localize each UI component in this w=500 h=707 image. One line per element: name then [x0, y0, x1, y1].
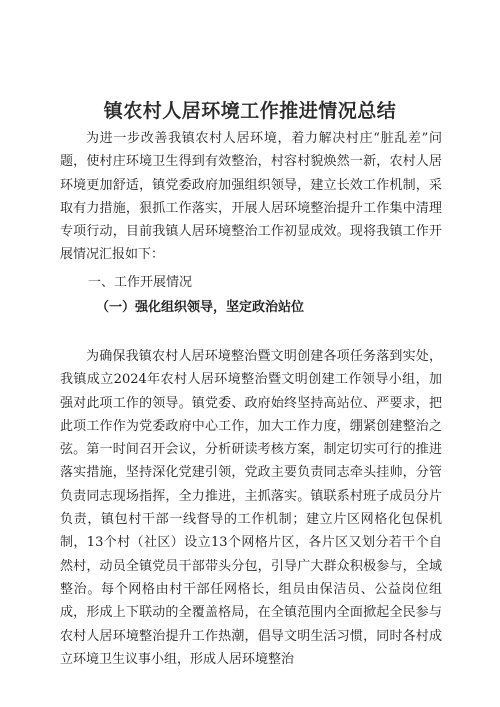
subsection-heading-organization: （一）强化组织领导，坚定政治站位	[96, 300, 305, 315]
intro-paragraph: 为进一步改善我镇农村人居环境，着力解决村庄“脏乱差”问题，使村庄环境卫生得到有效整治，村容村貌焕然一新，农村人居环境更加舒适，镇党委政府加强组织领导，建立长效工作机制，采取有力措施，狠抓工作落实，开展人居环境整治提升工作集中清理专项行动，目前我镇人居环境整治工作初显成效。现将我镇工作开展情况汇报如下：	[60, 131, 442, 263]
section-heading-work-progress: 一、工作开展情况	[88, 275, 193, 290]
document-title: 镇农村人居环境工作推进情况总结	[103, 100, 397, 122]
subsection-body-paragraph: 为确保我镇农村人居环境整治暨文明创建各项任务落到实处，我镇成立2024年农村人居环境整治暨文明创建工作领导小组，加强对此项工作的领导。镇党委、政府始终坚持高站位、严要求，把此项工作作为党委政府中心工作，加大工作力度，绷紧创建整治之弦。第一时间召开会议，分析研读考核方案，制定切实可行的推进落实措施，坚持深化党建引领，党政主要负责同志牵头挂帅，分管负责同志现场指挥，全力推进，主抓落实。镇联系村班子成员分片负责，镇包村干部一线督导的工作机制；建立片区网格化包保机制，13个村（社区）设立13个网格片区，各片区又划分若干个自然村，动员全镇党员干部带头分包，引导广大群众积极参与，全域整治。每个网格由村干部任网格长，组员由保洁员、公益岗位组成，形成上下联动的全覆盖格局，在全镇范围内全面掀起全民参与农村人居环境整治提升工作热潮，倡导文明生活习惯，同时各村成立环境卫生议事小组，形成人居环境整治	[60, 349, 442, 667]
